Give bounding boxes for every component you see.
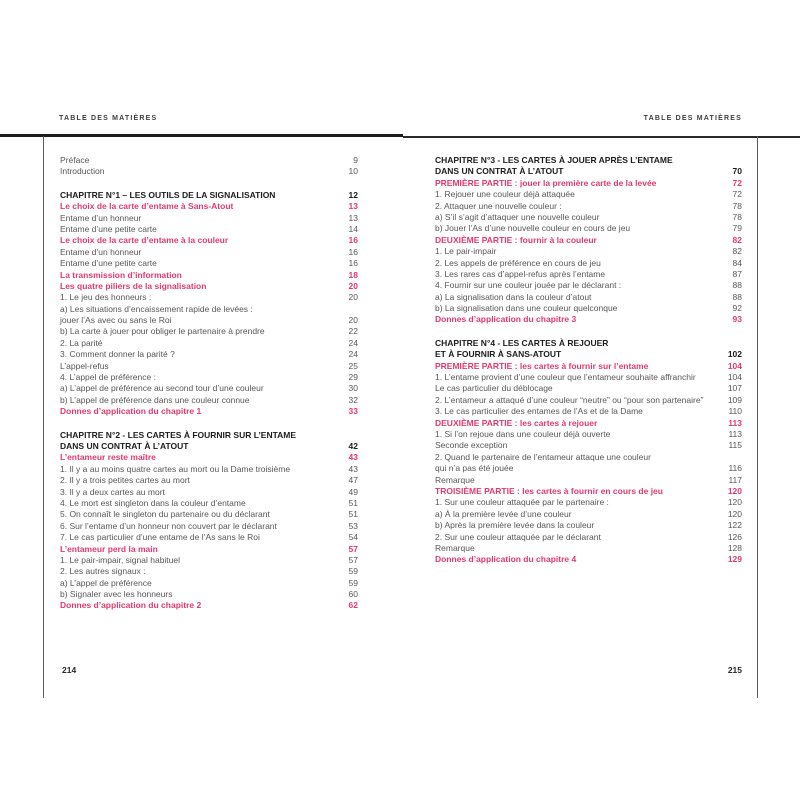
- toc-entry-page: 128: [727, 542, 742, 553]
- page-edge-line-left: [43, 136, 44, 698]
- toc-entry-page: 78: [732, 211, 742, 222]
- toc-row: [60, 338, 358, 349]
- toc-entry-title: Seconde exception: [435, 440, 508, 451]
- toc-entry-page: 57: [348, 554, 358, 565]
- toc-entry-title: Le choix de la carte d’entame à Sans-Atout: [60, 201, 234, 212]
- toc-entry-page: 107: [727, 383, 742, 394]
- toc-entry-title: 1. Sur une couleur attaquée par le partenaire :: [435, 497, 609, 508]
- toc-entry-title: 1. Rejouer une couleur déjà attaquée: [435, 189, 575, 200]
- toc-row: [435, 486, 742, 497]
- toc-entry-page: 20: [348, 315, 358, 326]
- toc-entry-page: 16: [348, 258, 358, 269]
- toc-row: [435, 361, 742, 372]
- toc-row: [60, 281, 358, 292]
- toc-entry-title: PREMIÈRE PARTIE : les cartes à fournir sur l’entame: [435, 360, 649, 371]
- toc-entry-title: 1. Le jeu des honneurs :: [60, 292, 152, 303]
- toc-entry-page: 115: [728, 440, 742, 451]
- toc-entry-title: DANS UN CONTRAT À L’ATOUT: [60, 440, 189, 451]
- toc-row: [60, 475, 358, 486]
- toc-row: [435, 554, 742, 565]
- toc-entry-title: PREMIÈRE PARTIE : jouer la première carte de la levée: [435, 177, 657, 188]
- toc-row: [60, 487, 358, 498]
- toc-row: [60, 190, 358, 201]
- toc-entry-page: 104: [727, 372, 742, 383]
- toc-row: [60, 498, 358, 509]
- toc-entry-page: 92: [732, 303, 742, 314]
- toc-row: [435, 532, 742, 543]
- header-rule-left-page: [0, 134, 403, 137]
- toc-entry-page: 59: [348, 577, 358, 588]
- toc-row: [435, 543, 742, 554]
- toc-row: [60, 372, 358, 383]
- toc-entry-title: b) Après la première levée dans la couleur: [435, 520, 595, 531]
- toc-entry-page: 13: [348, 201, 358, 212]
- toc-row: [435, 280, 742, 291]
- toc-entry-page: 120: [727, 508, 742, 519]
- toc-entry-title: Donnes d’application du chapitre 1: [60, 406, 202, 417]
- toc-row: [435, 475, 742, 486]
- toc-entry-title: 4. L’appel de préférence :: [60, 372, 156, 383]
- toc-entry-page: 53: [348, 520, 358, 531]
- toc-row: [435, 155, 742, 166]
- toc-entry-title: 2. Il y a trois petites cartes au mort: [60, 475, 190, 486]
- toc-row: [60, 464, 358, 475]
- toc-entry-title: 3. Il y a deux cartes au mort: [60, 486, 165, 497]
- toc-row: [435, 246, 742, 257]
- toc-entry-page: 24: [348, 349, 358, 360]
- toc-entry-page: 88: [732, 291, 742, 302]
- toc-row: [60, 247, 358, 258]
- toc-entry-page: 51: [348, 509, 358, 520]
- toc-row: [435, 429, 742, 440]
- toc-entry-title: 2. Quand le partenaire de l’entameur attaque une couleur: [435, 451, 651, 462]
- toc-row: [60, 395, 358, 406]
- toc-entry-page: 43: [348, 463, 358, 474]
- toc-entry-page: 43: [348, 452, 358, 463]
- toc-row: [435, 418, 742, 429]
- toc-entry-title: b) Jouer l’As d’une nouvelle couleur en cours de jeu: [435, 223, 631, 234]
- toc-entry-page: 24: [348, 337, 358, 348]
- toc-row: [435, 509, 742, 520]
- toc-entry-title: Entame d’un honneur: [60, 246, 142, 257]
- toc-entry-page: 18: [348, 269, 358, 280]
- toc-entry-page: 109: [727, 394, 742, 405]
- toc-entry-title: DANS UN CONTRAT À L’ATOUT: [435, 166, 564, 177]
- toc-entry-title: Entame d’une petite carte: [60, 223, 157, 234]
- toc-row: [60, 258, 358, 269]
- toc-entry-title: Entame d’un honneur: [60, 212, 142, 223]
- toc-row: [60, 589, 358, 600]
- toc-row: [60, 430, 358, 441]
- toc-entry-title: L’entameur reste maître: [60, 452, 156, 463]
- toc-row: [60, 521, 358, 532]
- toc-entry-page: 16: [348, 246, 358, 257]
- toc-row: [60, 292, 358, 303]
- toc-row: [435, 372, 742, 383]
- toc-entry-page: 102: [727, 349, 742, 360]
- header-rule-right-page: [403, 136, 800, 138]
- toc-entry-title: qui n’a pas été jouée: [435, 463, 514, 474]
- toc-entry-title: Donnes d’application du chapitre 3: [435, 314, 577, 325]
- toc-row: [60, 441, 358, 452]
- toc-column-right-page: [435, 155, 742, 566]
- toc-row: [60, 326, 358, 337]
- toc-entry-title: Introduction: [60, 166, 105, 177]
- toc-row: [435, 292, 742, 303]
- toc-entry-page: 32: [348, 394, 358, 405]
- toc-row: [60, 600, 358, 611]
- toc-row: [435, 201, 742, 212]
- toc-row: [435, 383, 742, 394]
- toc-entry-page: 120: [727, 485, 742, 496]
- toc-entry-page: 72: [732, 177, 742, 188]
- toc-entry-page: 10: [348, 166, 358, 177]
- toc-row: [60, 532, 358, 543]
- toc-entry-page: 47: [348, 475, 358, 486]
- toc-row: [435, 452, 742, 463]
- toc-entry-title: 1. Le pair-impair: [435, 246, 497, 257]
- toc-entry-page: 93: [732, 314, 742, 325]
- toc-entry-page: 88: [732, 280, 742, 291]
- toc-row: [60, 383, 358, 394]
- toc-entry-page: 82: [732, 234, 742, 245]
- toc-entry-title: TROISIÈME PARTIE : les cartes à fournir en cours de jeu: [435, 485, 663, 496]
- toc-row: [435, 463, 742, 474]
- toc-row: [435, 178, 742, 189]
- toc-entry-title: Entame d’une petite carte: [60, 258, 157, 269]
- toc-entry-title: 5. On connaît le singleton du partenaire ou du déclarant: [60, 509, 270, 520]
- toc-entry-title: a) La signalisation dans la couleur d’atout: [435, 291, 592, 302]
- toc-entry-page: 117: [728, 474, 742, 485]
- toc-entry-title: La transmission d’information: [60, 269, 182, 280]
- toc-entry-title: 7. Le cas particulier d’une entame de l’As sans le Roi: [60, 532, 260, 543]
- toc-entry-title: 3. Le cas particulier des entames de l’As et de la Dame: [435, 406, 643, 417]
- toc-entry-title: a) L’appel de préférence au second tour d’une couleur: [60, 383, 264, 394]
- toc-entry-page: 62: [348, 600, 358, 611]
- toc-entry-page: 122: [727, 520, 742, 531]
- toc-entry-page: 84: [732, 257, 742, 268]
- toc-entry-page: 57: [348, 543, 358, 554]
- toc-row: [60, 155, 358, 166]
- toc-row: [60, 213, 358, 224]
- toc-entry-page: 120: [727, 497, 742, 508]
- toc-entry-title: 2. Les appels de préférence en cours de jeu: [435, 257, 601, 268]
- toc-entry-page: 20: [348, 292, 358, 303]
- toc-entry-page: 59: [348, 566, 358, 577]
- toc-entry-title: 2. L’entameur a attaqué d’une couleur “neutre” ou “pour son partenaire”: [435, 394, 704, 405]
- toc-entry-page: 79: [732, 223, 742, 234]
- toc-entry-title: b) Signaler avec les honneurs: [60, 589, 173, 600]
- toc-entry-title: Remarque: [435, 474, 475, 485]
- toc-entry-title: 2. La parité: [60, 337, 103, 348]
- toc-entry-title: CHAPITRE N°2 - LES CARTES À FOURNIR SUR L’ENTAME: [60, 429, 297, 440]
- toc-row: [435, 440, 742, 451]
- toc-entry-title: b) La carte à jouer pour obliger le partenaire à prendre: [60, 326, 265, 337]
- toc-entry-title: 2. Les autres signaux :: [60, 566, 146, 577]
- toc-entry-title: jouer l’As avec ou sans le Roi: [60, 315, 172, 326]
- toc-entry-page: 78: [732, 200, 742, 211]
- toc-row: [60, 235, 358, 246]
- toc-row: [60, 361, 358, 372]
- toc-entry-title: Donnes d’application du chapitre 4: [435, 554, 577, 565]
- page-number-right: 215: [727, 665, 742, 675]
- toc-row: [60, 224, 358, 235]
- toc-row: [60, 566, 358, 577]
- toc-row: [435, 258, 742, 269]
- toc-entry-title: Remarque: [435, 542, 475, 553]
- toc-entry-title: L’entameur perd la main: [60, 543, 158, 554]
- toc-entry-title: DEUXIÈME PARTIE : les cartes à rejouer: [435, 417, 598, 428]
- toc-entry-title: Préface: [60, 155, 90, 165]
- toc-entry-page: 20: [348, 280, 358, 291]
- toc-entry-title: 1. Il y a au moins quatre cartes au mort ou la Dame troisième: [60, 463, 291, 474]
- toc-row: [435, 303, 742, 314]
- toc-row: [435, 223, 742, 234]
- toc-entry-title: 4. Le mort est singleton dans la couleur d’entame: [60, 497, 246, 508]
- toc-row: [435, 338, 742, 349]
- toc-entry-title: a) Les situations d’encaissement rapide de levées :: [60, 303, 253, 314]
- toc-row: [435, 497, 742, 508]
- toc-entry-title: 3. Les rares cas d’appel-refus après l’entame: [435, 268, 606, 279]
- toc-entry-page: 116: [728, 463, 742, 474]
- toc-entry-title: 4. Fournir sur une couleur jouée par le déclarant :: [435, 280, 622, 291]
- toc-entry-title: b) La signalisation dans une couleur quelconque: [435, 303, 618, 314]
- toc-row: [435, 166, 742, 177]
- toc-entry-title: CHAPITRE N°4 - LES CARTES À REJOUER: [435, 337, 609, 348]
- running-header-right: TABLE DES MATIÈRES: [643, 115, 742, 122]
- toc-row: [435, 269, 742, 280]
- toc-row: [60, 349, 358, 360]
- toc-entry-page: 82: [732, 246, 742, 257]
- section-gap: [60, 178, 358, 190]
- toc-row: [60, 555, 358, 566]
- toc-entry-page: 9: [353, 155, 358, 165]
- toc-entry-page: 60: [348, 589, 358, 600]
- toc-entry-title: a) À la première levée d’une couleur: [435, 508, 572, 519]
- toc-entry-title: Le choix de la carte d’entame à la couleur: [60, 235, 229, 246]
- toc-entry-title: a) L’appel de préférence: [60, 577, 152, 588]
- toc-entry-page: 12: [348, 189, 358, 200]
- toc-row: [60, 304, 358, 315]
- toc-row: [60, 201, 358, 212]
- toc-entry-page: 29: [348, 372, 358, 383]
- toc-row: [60, 509, 358, 520]
- toc-entry-title: 6. Sur l’entame d’un honneur non couvert par le déclarant: [60, 520, 277, 531]
- toc-entry-page: 129: [727, 554, 742, 565]
- toc-row: [60, 452, 358, 463]
- toc-entry-page: 42: [348, 440, 358, 451]
- toc-entry-title: b) L’appel de préférence dans une couleur connue: [60, 394, 250, 405]
- toc-entry-page: 14: [348, 223, 358, 234]
- toc-entry-page: 87: [732, 268, 742, 279]
- toc-entry-title: 2. Sur une couleur attaquée par le déclarant: [435, 531, 601, 542]
- toc-entry-title: 1. L’entame provient d’une couleur que l’entameur souhaite affranchir: [435, 372, 696, 383]
- toc-entry-title: ET À FOURNIR À SANS-ATOUT: [435, 349, 562, 360]
- toc-entry-title: 3. Comment donner la parité ?: [60, 349, 175, 360]
- page-edge-line-right: [757, 136, 758, 698]
- toc-row: [435, 212, 742, 223]
- toc-entry-page: 30: [348, 383, 358, 394]
- toc-entry-page: 22: [348, 326, 358, 337]
- toc-row: [435, 395, 742, 406]
- toc-entry-page: 113: [728, 428, 742, 439]
- toc-row: [60, 578, 358, 589]
- toc-row: [60, 166, 358, 177]
- toc-entry-title: DEUXIÈME PARTIE : fournir à la couleur: [435, 234, 597, 245]
- toc-entry-title: L’appel-refus: [60, 360, 109, 371]
- toc-entry-title: 1. Le pair-impair, signal habituel: [60, 554, 181, 565]
- toc-entry-title: Le cas particulier du déblocage: [435, 383, 553, 394]
- toc-entry-page: 25: [348, 360, 358, 371]
- toc-entry-title: a) S’il s’agit d’attaquer une nouvelle couleur: [435, 211, 600, 222]
- toc-row: [435, 235, 742, 246]
- section-gap: [435, 326, 742, 338]
- toc-entry-title: CHAPITRE N°1 – LES OUTILS DE LA SIGNALISATION: [60, 189, 276, 200]
- toc-entry-page: 51: [348, 497, 358, 508]
- toc-entry-page: 104: [727, 360, 742, 371]
- toc-entry-page: 113: [728, 417, 742, 428]
- toc-row: [60, 544, 358, 555]
- toc-row: [435, 406, 742, 417]
- toc-entry-page: 49: [348, 486, 358, 497]
- toc-row: [60, 406, 358, 417]
- toc-entry-page: 13: [348, 212, 358, 223]
- page-number-left: 214: [62, 665, 77, 675]
- toc-entry-page: 16: [348, 235, 358, 246]
- toc-entry-page: 110: [728, 406, 742, 417]
- toc-row: [60, 315, 358, 326]
- toc-entry-page: 70: [732, 166, 742, 177]
- toc-entry-page: 33: [348, 406, 358, 417]
- toc-entry-page: 126: [727, 531, 742, 542]
- toc-entry-title: 1. Si l’on rejoue dans une couleur déjà ouverte: [435, 428, 611, 439]
- toc-row: [435, 189, 742, 200]
- toc-row: [435, 314, 742, 325]
- toc-column-left-page: [60, 155, 358, 612]
- section-gap: [60, 418, 358, 430]
- toc-entry-page: 72: [732, 189, 742, 200]
- toc-row: [435, 349, 742, 360]
- toc-entry-title: 2. Attaquer une nouvelle couleur :: [435, 200, 562, 211]
- toc-entry-title: Donnes d’application du chapitre 2: [60, 600, 202, 611]
- toc-entry-page: 54: [348, 532, 358, 543]
- toc-row: [60, 270, 358, 281]
- toc-row: [435, 520, 742, 531]
- running-header-left: TABLE DES MATIÈRES: [59, 115, 158, 122]
- toc-entry-title: CHAPITRE N°3 - LES CARTES À JOUER APRÈS L’ENTAME: [435, 155, 673, 165]
- toc-entry-title: Les quatre piliers de la signalisation: [60, 280, 207, 291]
